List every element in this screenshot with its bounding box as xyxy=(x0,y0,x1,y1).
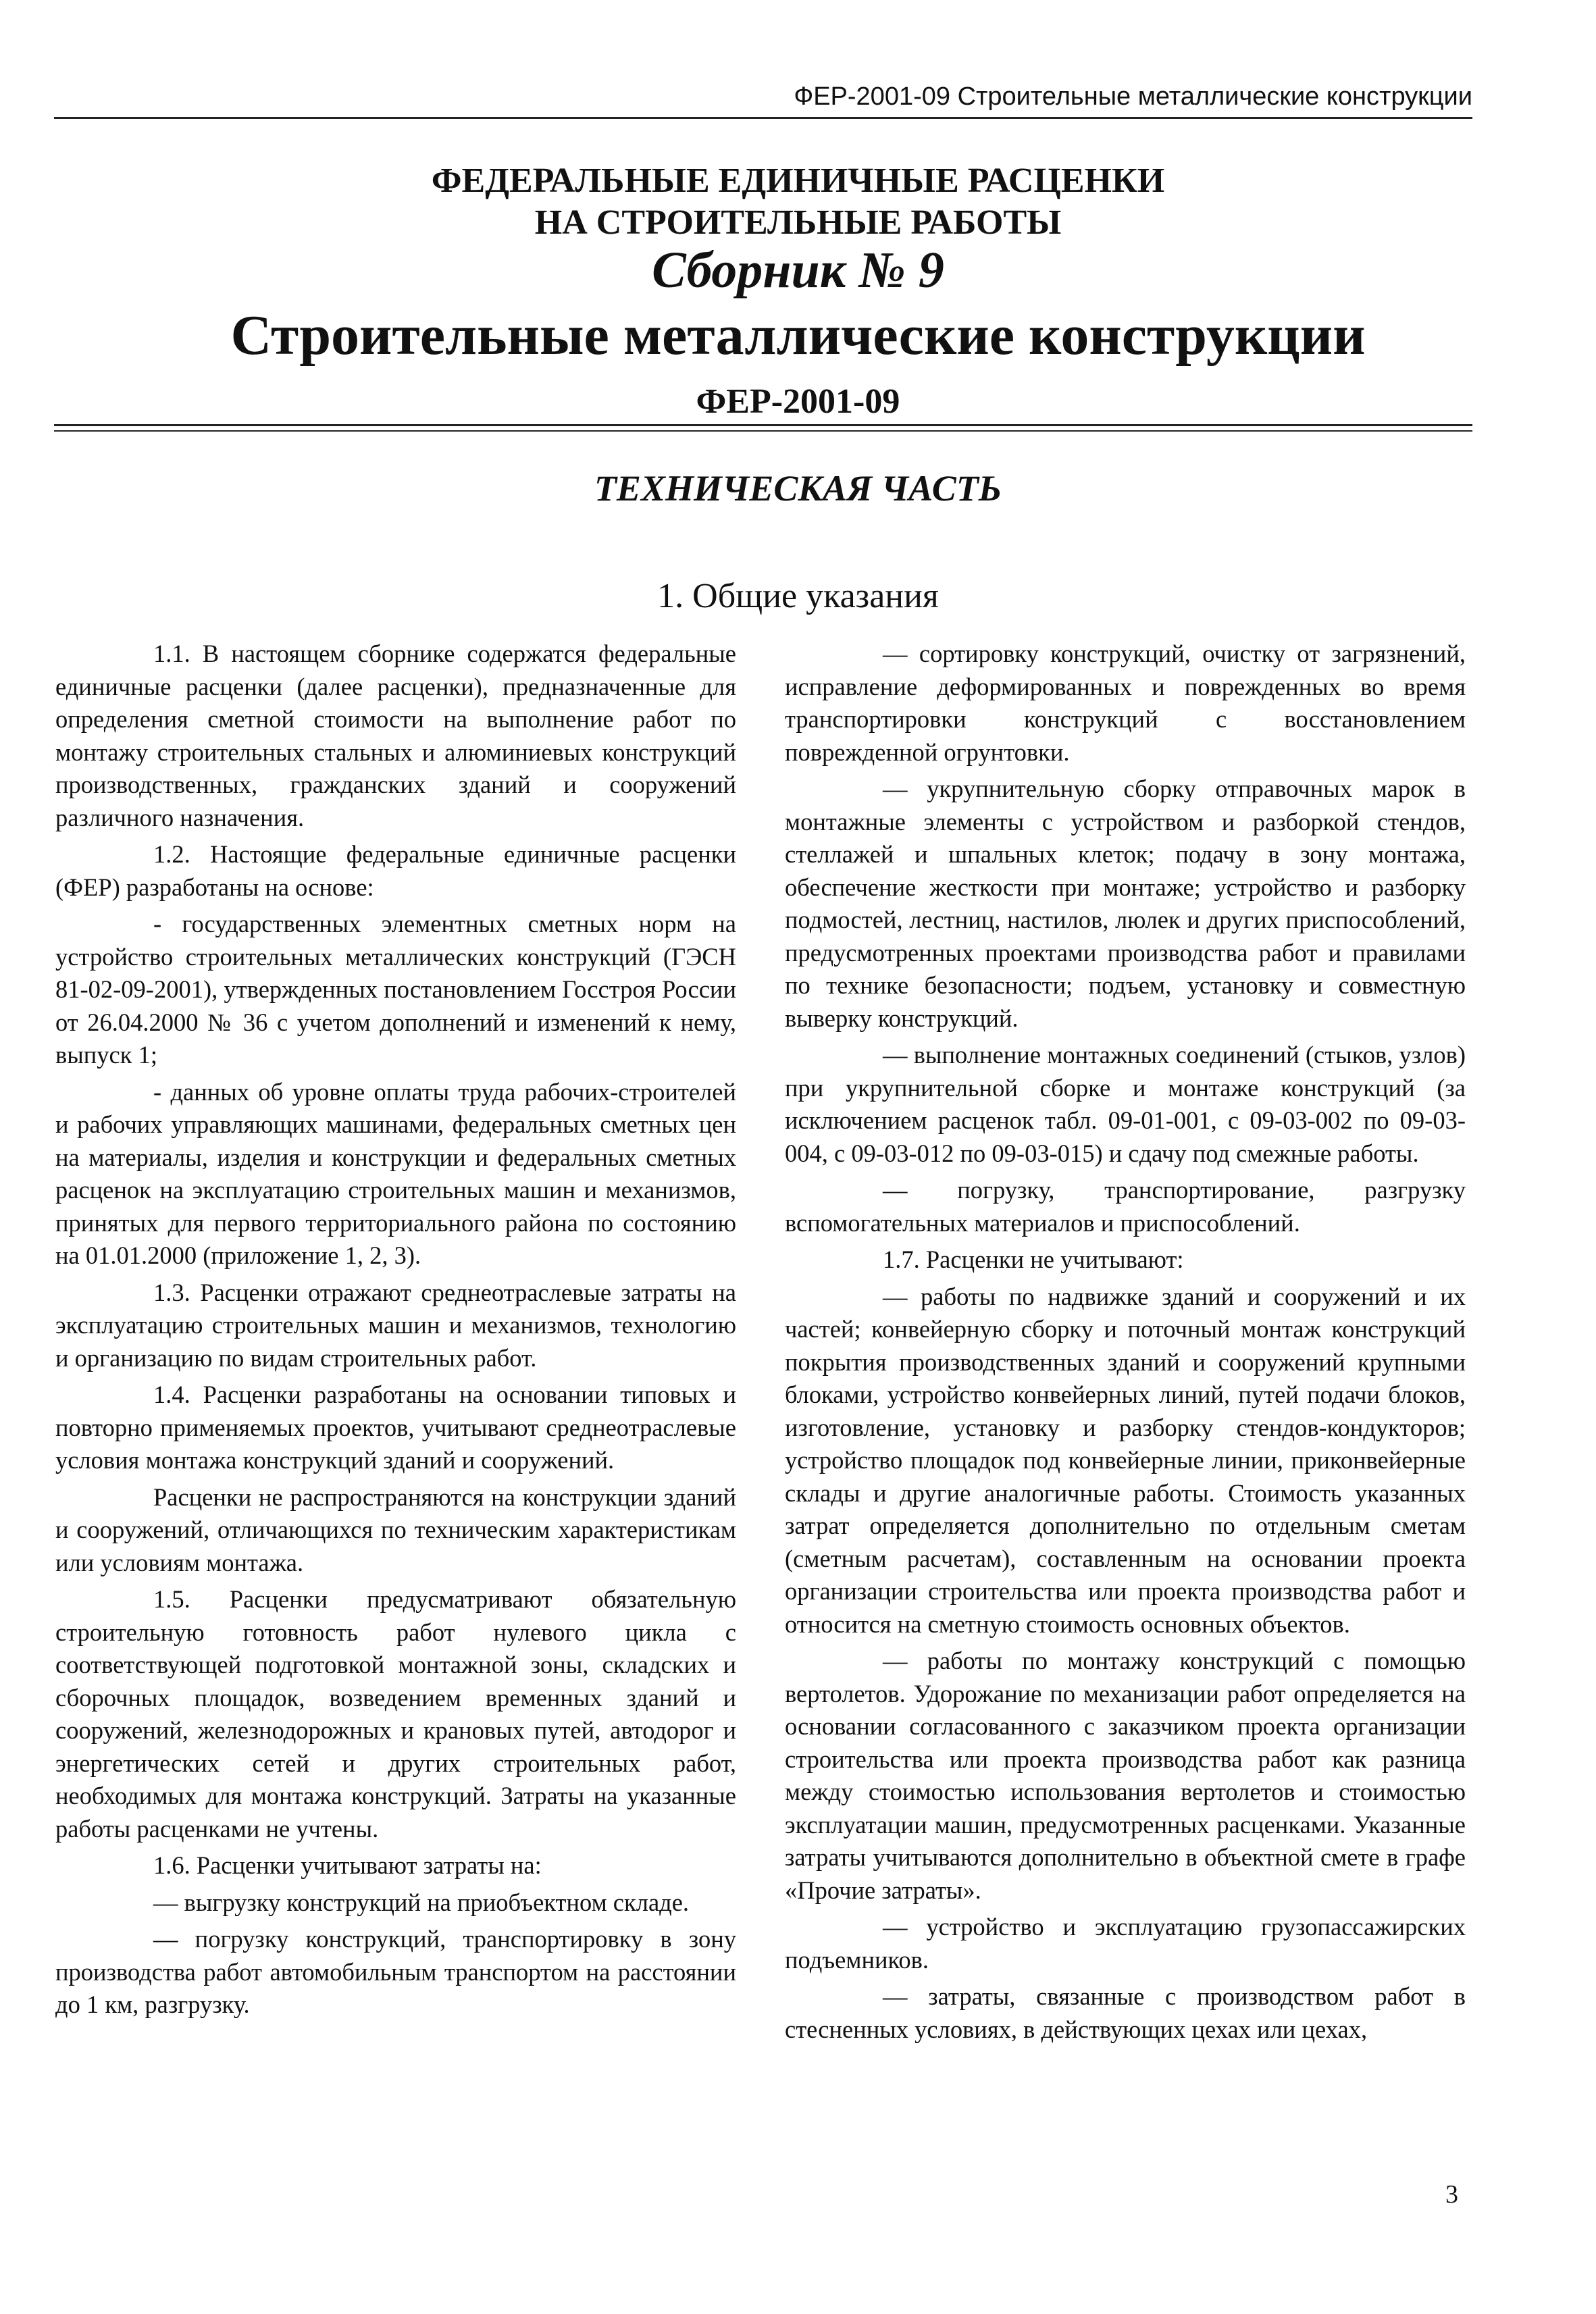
paragraph: — погрузку конструкций, транспортировку в зону производства работ автомобильным транспортом на расстоянии до 1 км, разгрузку. xyxy=(55,1925,736,2018)
paragraph: 1.6. Расценки учитывают затраты на: xyxy=(153,1851,542,1879)
header-rule xyxy=(54,117,1472,119)
paragraph: — сортировку конструкций, очистку от загрязнений, исправление деформированных и поврежденных во время транспортировки конструкций с восстановлением поврежденной огрунтовки. xyxy=(785,640,1466,766)
collection-title: Сборник № 9 xyxy=(652,242,944,299)
paragraph: — затраты, связанные с производством работ в стесненных условиях, в действующих цехах или цехах, xyxy=(785,1982,1466,2043)
paragraph: 1.4. Расценки разработаны на основании типовых и повторно применяемых проектов, учитывают среднеотраслевые условия монтажа конструкций зданий и сооружений. xyxy=(55,1381,736,1474)
title-double-rule xyxy=(54,424,1472,432)
paragraph: — работы по надвижке зданий и сооружений и их частей; конвейерную сборку и поточный монтаж конструкций покрытия производственных зданий и сооружений крупными блоками, устройство конвейерных линий, путей подачи блоков, изготовление, установку и разборку стендов-кондукторов; устройство площадок под конвейерные линии, приконвейерные склады и другие аналогичные работы. Стоимость указанных затрат определяется дополнительно по отдельным сметам (сметным расчетам), составленным на основании проекта организации строительства или проекта производства работ и относится на сметную стоимость основных объектов. xyxy=(785,1282,1466,1638)
paragraph: - данных об уровне оплаты труда рабочих-строителей и рабочих управляющих машинами, федеральных сметных цен на материалы, изделия и конструкции и федеральных сметных расценок на эксплуатацию строительных машин и механизмов, принятых для первого территориального района по состоянию на 01.01.2000 (приложение 1, 2, 3). xyxy=(55,1077,736,1269)
section-title: 1. Общие указания xyxy=(657,577,939,615)
title-line-2: НА СТРОИТЕЛЬНЫЕ РАБОТЫ xyxy=(534,203,1062,242)
left-column xyxy=(55,638,736,2026)
paragraph: — погрузку, транспортирование, разгрузку вспомогательных материалов и приспособлений. xyxy=(785,1176,1466,1237)
right-column xyxy=(785,638,1466,2050)
main-title: Строительные металлические конструкции xyxy=(230,304,1366,367)
paragraph: — работы по монтажу конструкций с помощью вертолетов. Удорожание по механизации работ определяется на основании согласованного с заказчиком проекта организации строительства или проекта производства работ как разница между стоимостью использования вертолетов и стоимостью эксплуатации машин, предусмотренных расценками. Указанные затраты учитываются дополнительно в объектной смете в графе «Прочие затраты». xyxy=(785,1647,1466,1904)
paragraph: 1.2. Настоящие федеральные единичные расценки (ФЕР) разработаны на основе: xyxy=(55,840,736,901)
paragraph: — укрупнительную сборку отправочных марок в монтажные элементы с устройством и разборкой стендов, стеллажей и шпальных клеток; подачу в зону монтажа, обеспечение жесткости при монтаже; устройство и разборку подмостей, лестниц, настилов, люлек и других приспособлений, предусмотренных проектами производства работ и правилами по технике безопасности; подъем, установку и совместную выверку конструкций. xyxy=(785,775,1466,1032)
paragraph: - государственных элементных сметных норм на устройство строительных металлических конструкций (ГЭСН 81-02-09-2001), утвержденных постановлением Госстроя России от 26.04.2000 № 36 с учетом дополнений и изменений к нему, выпуск 1; xyxy=(55,910,736,1069)
document-code: ФЕР-2001-09 xyxy=(696,382,900,421)
running-header: ФЕР-2001-09 Строительные металлические конструкции xyxy=(794,82,1472,111)
paragraph: 1.3. Расценки отражают среднеотраслевые затраты на эксплуатацию строительных машин и механизмов, технологию и организацию по видам строительных работ. xyxy=(55,1278,736,1372)
page-number: 3 xyxy=(1445,2180,1458,2209)
paragraph: 1.7. Расценки не учитывают: xyxy=(883,1245,1184,1273)
paragraph: — выгрузку конструкций на приобъектном складе. xyxy=(153,1888,690,1916)
paragraph: 1.5. Расценки предусматривают обязательную строительную готовность работ нулевого цикла с соответствующей подготовкой монтажной зоны, складских и сборочных площадок, возведением временных зданий и сооружений, железнодорожных и крановых путей, автодорог и энергетических сетей и других строительных работ, необходимых для монтажа конструкций. Затраты на указанные работы расценками не учтены. xyxy=(55,1585,736,1843)
part-title: ТЕХНИЧЕСКАЯ ЧАСТЬ xyxy=(594,468,1002,509)
paragraph: 1.1. В настоящем сборнике содержатся федеральные единичные расценки (далее расценки), предназначенные для определения сметной стоимости на выполнение работ по монтажу строительных стальных и алюминиевых конструкций производственных, гражданских зданий и сооружений различного назначения. xyxy=(55,640,736,831)
paragraph: — устройство и эксплуатацию грузопассажирских подъемников. xyxy=(785,1913,1466,1974)
paragraph: Расценки не распространяются на конструкции зданий и сооружений, отличающихся по техническим характеристикам или условиям монтажа. xyxy=(55,1483,736,1576)
title-line-1: ФЕДЕРАЛЬНЫЕ ЕДИНИЧНЫЕ РАСЦЕНКИ xyxy=(431,161,1165,200)
paragraph: — выполнение монтажных соединений (стыков, узлов) при укрупнительной сборке и монтаже конструкций (за исключением расценок табл. 09-01-001, с 09-03-002 по 09-03-004, с 09-03-012 по 09-03-015) и сдачу под смежные работы. xyxy=(785,1041,1466,1167)
